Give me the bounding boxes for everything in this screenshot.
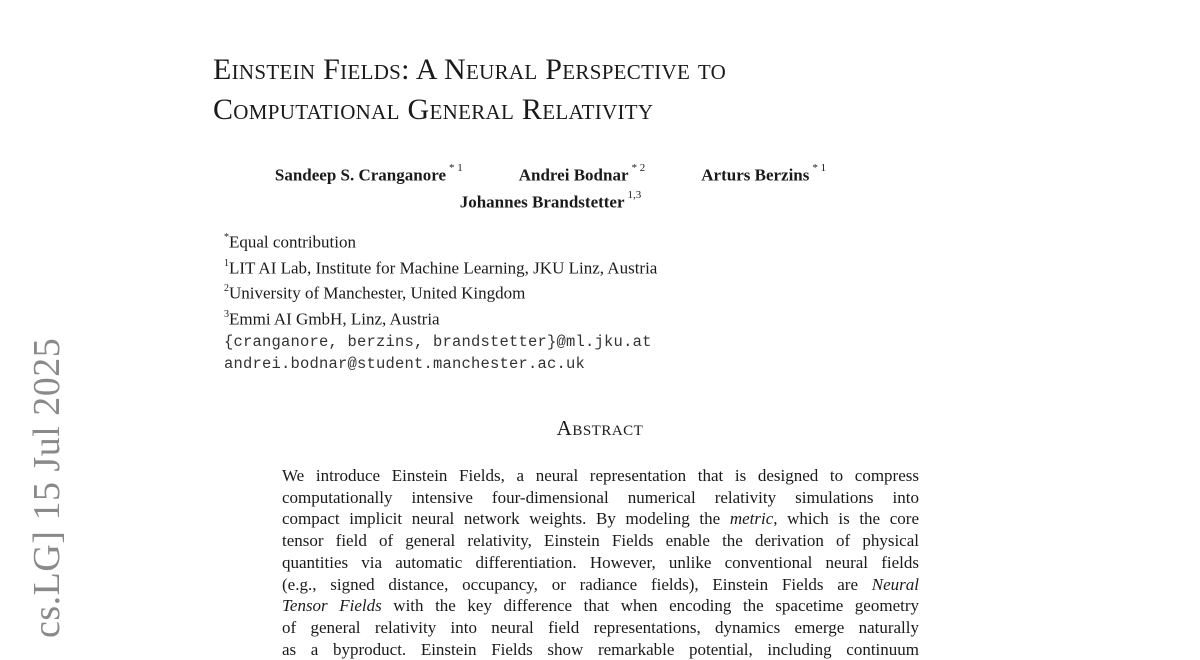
- emphasis-metric: metric: [729, 509, 774, 529]
- affiliation-block: [224, 228, 657, 375]
- author-row: [213, 160, 888, 187]
- title-line-2: Computational General Relativity: [213, 93, 654, 126]
- author-marks: * 1: [449, 162, 463, 174]
- abstract-line: We introduce Einstein Fields, a neural representation that is designed to compress: [282, 466, 919, 485]
- emphasis-tensor-fields: Tensor Fields: [282, 596, 382, 616]
- abstract-line: tensor field of general relativity, Einstein Fields enable the derivation of physical: [282, 531, 919, 551]
- abstract-line: (e.g., signed distance, occupancy, or radiance fields), Einstein Fields are Neural: [282, 574, 920, 594]
- affiliation-line: $^2$University of Manchester, United Kingdom: [224, 283, 526, 303]
- author-marks: 1,3: [627, 188, 642, 201]
- abstract-heading: Abstract: [556, 416, 644, 440]
- title-line-1: Einstein Fields: A Neural Perspective to: [213, 53, 727, 86]
- abstract-text: [282, 465, 919, 660]
- affiliation-line: $^1$LIT AI Lab, Institute for Machine Learning, JKU Linz, Austria: [224, 257, 658, 278]
- affiliation-line: *Equal contribution: [224, 232, 357, 252]
- abstract-line: compact implicit neural network weights. By modeling the metric, which is the core: [282, 509, 920, 529]
- author-berzins: Arturs Berzins $^{* 1}$: [701, 162, 827, 185]
- affiliation-line: $^3$Emmi AI GmbH, Linz, Austria: [224, 308, 440, 329]
- emphasis-neural: Neural: [871, 574, 920, 594]
- author-row: [213, 187, 888, 214]
- author-list: [213, 160, 888, 213]
- arxiv-identifier-stamp: cs.LG] 15 Jul 2025: [26, 337, 68, 638]
- abstract-line: quantities via automatic differentiation. However, unlike conventional neural fields: [282, 552, 919, 572]
- abstract-line: Tensor Fields with the key difference that when encoding the spacetime geometry: [282, 596, 920, 616]
- author-brandstetter: Johannes Brandstetter $^{1,3}$: [459, 188, 642, 212]
- author-marks: * 2: [631, 162, 646, 174]
- author-bodnar: Andrei Bodnar $^{* 2}$: [518, 162, 646, 185]
- author-marks: * 1: [812, 162, 827, 174]
- paper-title: [213, 50, 973, 130]
- abstract-line: computationally intensive four-dimensional numerical relativity simulations into: [282, 487, 919, 507]
- author-cranganore: Sandeep S. Cranganore $^{* 1}$: [274, 162, 463, 185]
- abstract-line: of general relativity into neural field representations, dynamics emerge naturally: [282, 617, 919, 637]
- email-line: {cranganore, berzins, brandstetter}@ml.jku.at: [224, 332, 652, 351]
- abstract-line: as a byproduct. Einstein Fields show remarkable potential, including continuum: [282, 639, 919, 659]
- email-line: andrei.bodnar@student.manchester.ac.uk: [224, 354, 586, 373]
